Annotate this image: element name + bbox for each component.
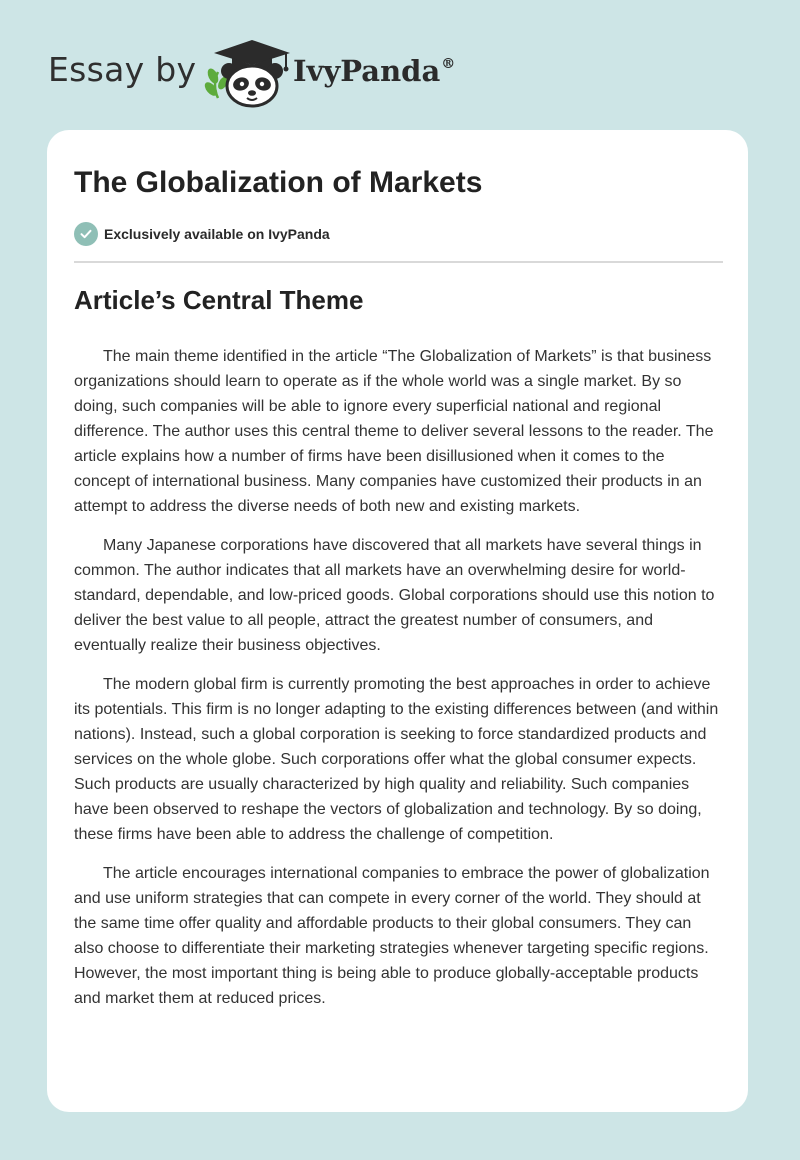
- brand-name: [293, 54, 455, 88]
- check-circle-icon: [74, 222, 98, 246]
- article-title: The Globalization of Markets: [74, 166, 483, 199]
- paragraph: The modern global firm is currently promoting the best approaches in order to achieve its potentials. This firm is no longer adapting to the existing differences between (and within nations). Instead, such a global corporation is seeking to force standardized products and services on the whole globe. Such corporations offer what the global consumer expects. Such products are usually characterized by high quality and reliability. Such companies have been observed to reshape the vectors of globalization and technology. By so doing, these firms have been able to address the challenge of competition.: [74, 676, 719, 843]
- registered-mark: ®: [441, 56, 456, 72]
- article-card: [47, 130, 748, 1112]
- essay-by-label: Essay by: [48, 50, 197, 89]
- paragraph: The main theme identified in the article “The Globalization of Markets” is that business organizations should learn to operate as if the whole world was a single market. By so doing, such companies will be able to ignore every superficial national and regional difference. The author uses this central theme to deliver several lessons to the reader. The article explains how a number of firms have been disillusioned when it comes to the concept of international business. Many companies have customized their products in an attempt to address the diverse needs of both new and existing markets.: [74, 348, 714, 515]
- article-body: [74, 344, 724, 1025]
- panda-graduate-icon: [202, 36, 292, 108]
- exclusive-badge: [74, 222, 330, 246]
- site-header: [48, 36, 548, 110]
- exclusive-badge-label: Exclusively available on IvyPanda: [104, 226, 330, 242]
- brand-name-text: IvyPanda: [293, 54, 441, 88]
- title-divider: [74, 261, 723, 263]
- section-heading: Article’s Central Theme: [74, 285, 364, 315]
- paragraph: The article encourages international companies to embrace the power of globalization and use uniform strategies that can compete in every corner of the world. They should at the same time offer quality and affordable products to their global consumers. They can also choose to differentiate their marketing strategies whenever targeting specific regions. However, the most important thing is being able to produce globally-acceptable products and market them at reduced prices.: [74, 865, 710, 1007]
- paragraph: Many Japanese corporations have discovered that all markets have several things in common. The author indicates that all markets have an overwhelming desire for world-standard, dependable, and low-priced goods. Global corporations should use this notion to deliver the best value to all people, attract the greatest number of consumers, and eventually realize their business objectives.: [74, 537, 715, 654]
